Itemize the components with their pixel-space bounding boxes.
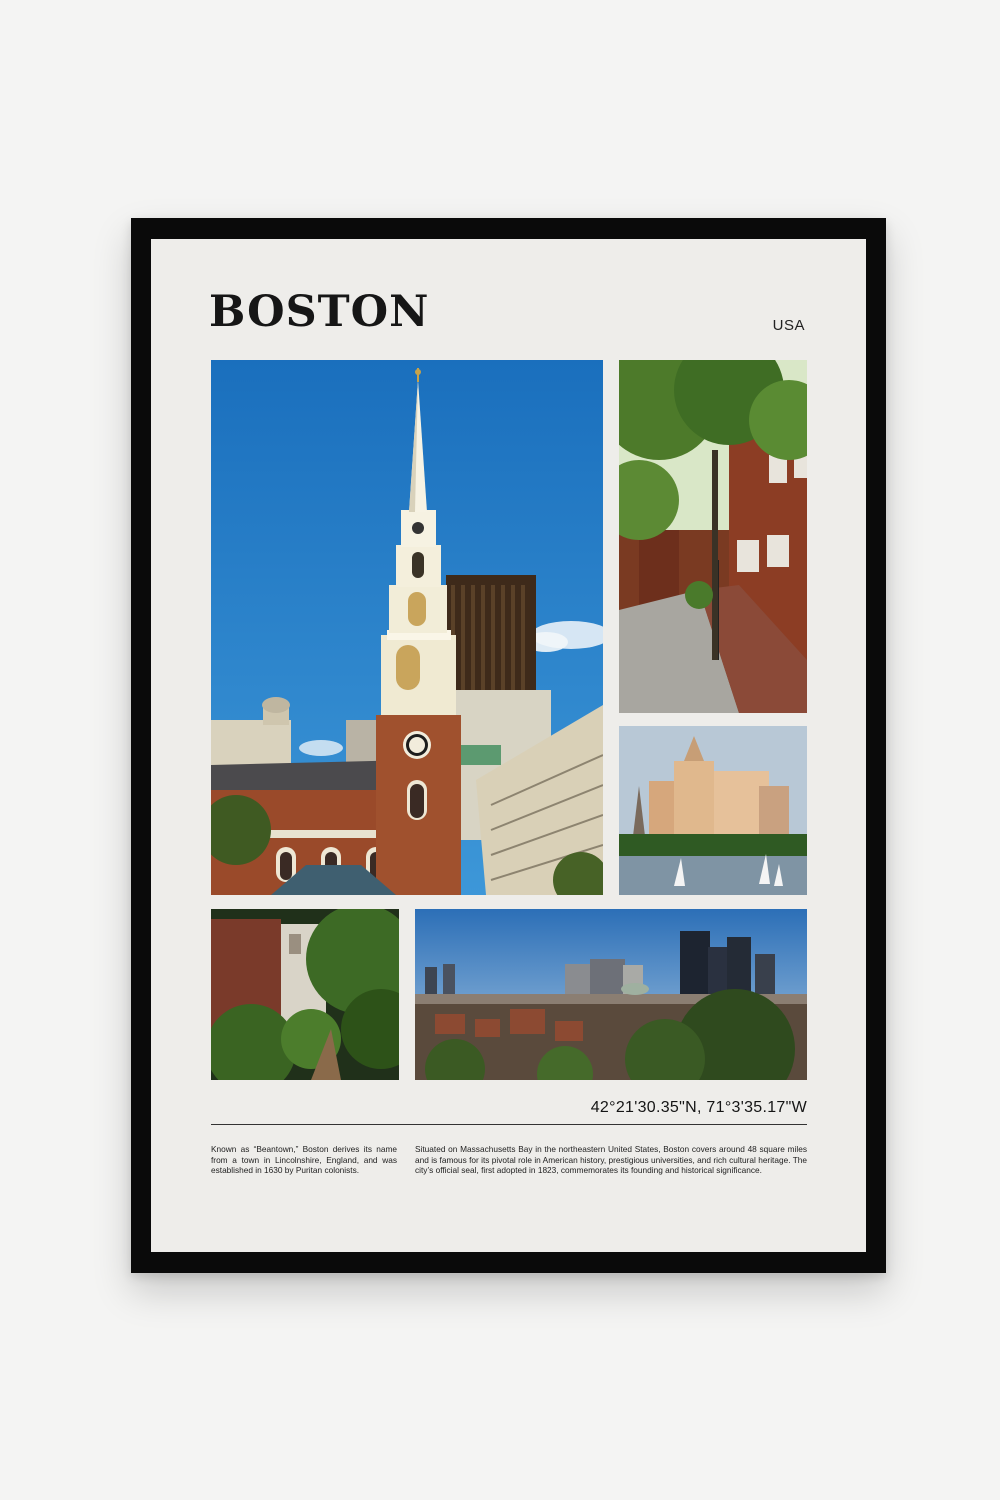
photo-city-panorama [415, 909, 807, 1080]
description-left: Known as “Beantown,” Boston derives its name from a town in Lincolnshire, England, and was established in 1630 by Puritan colonists. [211, 1144, 397, 1176]
description-right: Situated on Massachusetts Bay in the northeastern United States, Boston covers around 48 square miles and is famous for its pivotal role in American history, prestigious universities, and rich cultural heritage. The city’s official seal, first adopted in 1823, commemorates its founding and historical significance. [415, 1144, 807, 1176]
poster-paper [151, 239, 866, 1252]
photo-brick-street [619, 360, 807, 713]
city-title: BOSTON [209, 287, 430, 337]
coordinates-label: 42°21'30.35"N, 71°3'35.17"W [590, 1099, 807, 1116]
poster-frame [131, 218, 886, 1273]
divider-line [211, 1124, 807, 1125]
photo-church-steeple [211, 360, 603, 895]
photo-garden-townhouses [211, 909, 399, 1080]
photo-river-skyline [619, 726, 807, 895]
country-label: USA [772, 317, 805, 334]
